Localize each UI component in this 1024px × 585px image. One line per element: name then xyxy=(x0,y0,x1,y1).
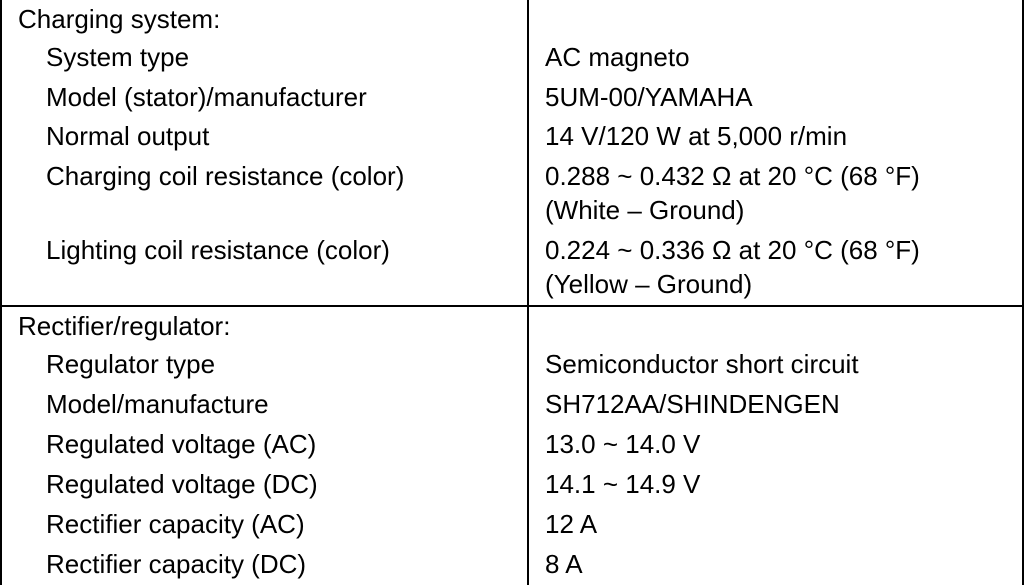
regulated-voltage-dc-label: Regulated voltage (DC) xyxy=(46,469,318,499)
charging-coil-resistance-label: Charging coil resistance (color) xyxy=(46,161,405,191)
regulator-model-value: SH712AA/SHINDENGEN xyxy=(545,389,840,419)
rectifier-capacity-ac-value: 12 A xyxy=(545,509,598,539)
charging-system-heading: Charging system: xyxy=(18,4,221,34)
stator-model-label: Model (stator)/manufacturer xyxy=(46,82,367,112)
column-divider xyxy=(527,0,529,305)
charging-coil-resistance-value: 0.288 ~ 0.432 Ω at 20 °C (68 °F) xyxy=(545,161,920,191)
system-type-label: System type xyxy=(46,42,190,72)
regulated-voltage-dc-value: 14.1 ~ 14.9 V xyxy=(545,469,701,499)
regulator-type-label: Regulator type xyxy=(46,349,216,379)
normal-output-label: Normal output xyxy=(46,121,210,151)
regulated-voltage-ac-value: 13.0 ~ 14.0 V xyxy=(545,429,701,459)
regulated-voltage-ac-label: Regulated voltage (AC) xyxy=(46,429,317,459)
system-type-value: AC magneto xyxy=(545,42,690,72)
charging-coil-color-value: (White – Ground) xyxy=(545,195,745,225)
stator-model-value: 5UM-00/YAMAHA xyxy=(545,82,753,112)
lighting-coil-resistance-label: Lighting coil resistance (color) xyxy=(46,235,390,265)
charging-system-section xyxy=(2,0,1022,307)
regulator-model-label: Model/manufacture xyxy=(46,389,269,419)
lighting-coil-color-value: (Yellow – Ground) xyxy=(545,269,753,299)
regulator-type-value: Semiconductor short circuit xyxy=(545,349,859,379)
rectifier-regulator-heading: Rectifier/regulator: xyxy=(18,311,231,341)
rectifier-capacity-ac-label: Rectifier capacity (AC) xyxy=(46,509,305,539)
rectifier-capacity-dc-value: 8 A xyxy=(545,549,583,579)
rectifier-capacity-dc-label: Rectifier capacity (DC) xyxy=(46,549,307,579)
lighting-coil-resistance-value: 0.224 ~ 0.336 Ω at 20 °C (68 °F) xyxy=(545,235,920,265)
normal-output-value: 14 V/120 W at 5,000 r/min xyxy=(545,121,848,151)
rectifier-regulator-section xyxy=(2,307,1022,585)
column-divider xyxy=(527,307,529,585)
